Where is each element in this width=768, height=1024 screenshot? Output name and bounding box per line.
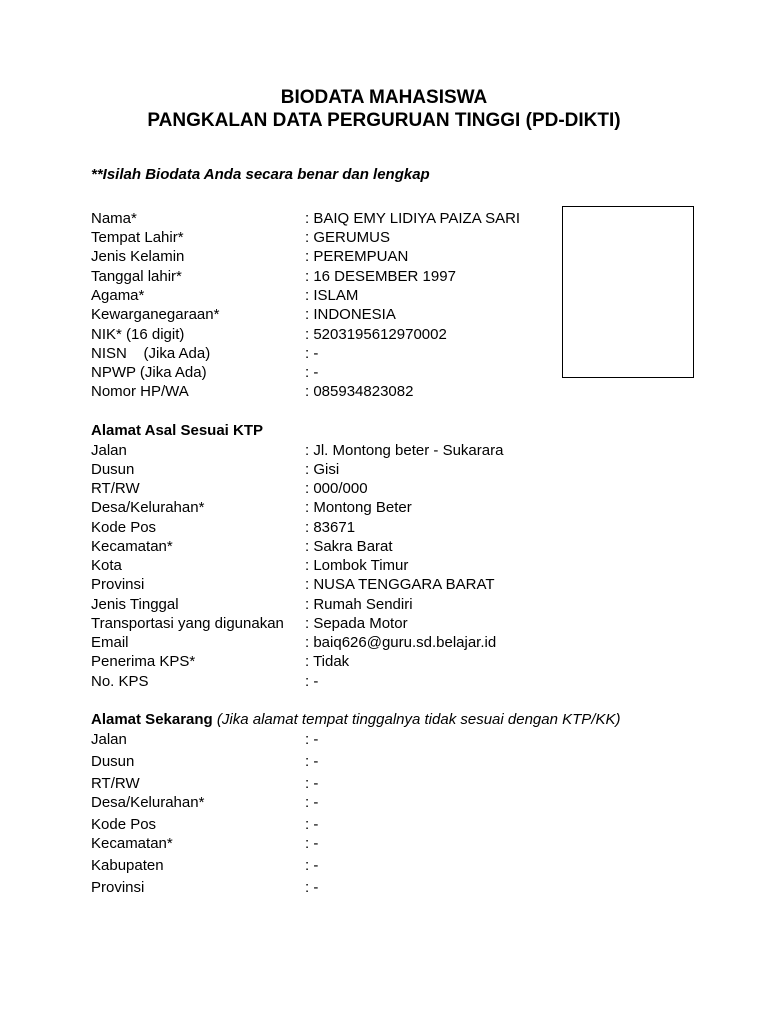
field-label: Dusun	[91, 461, 135, 478]
field-row-penerima-kps	[91, 652, 691, 671]
field-row-nisn	[91, 344, 691, 363]
field-value: : 83671	[305, 519, 356, 536]
field-row-dusun	[91, 752, 691, 771]
field-label: Kabupaten	[91, 857, 164, 874]
field-row-kecamatan	[91, 537, 691, 556]
field-label: Jalan	[91, 731, 127, 748]
field-value: : NUSA TENGGARA BARAT	[305, 576, 495, 593]
section-heading-note: (Jika alamat tempat tinggalnya tidak sesuai dengan KTP/KK)	[212, 711, 621, 728]
field-value: : -	[305, 364, 319, 381]
field-row-jenis-tinggal	[91, 595, 691, 614]
field-label: Tanggal lahir*	[91, 268, 182, 285]
section-heading-current	[91, 710, 620, 729]
field-row-tanggal-lahir	[91, 267, 691, 286]
field-row-nama	[91, 209, 691, 228]
document-subtitle: PANGKALAN DATA PERGURUAN TINGGI (PD-DIKTI)	[147, 110, 621, 131]
field-value: : baiq626@guru.sd.belajar.id	[305, 634, 497, 651]
field-row-provinsi	[91, 575, 691, 594]
field-row-rt-rw	[91, 479, 691, 498]
field-value: : Sepada Motor	[305, 615, 408, 632]
field-value: : -	[305, 775, 319, 792]
field-value: : Gisi	[305, 461, 340, 478]
field-value: : -	[305, 816, 319, 833]
field-row-kecamatan	[91, 834, 691, 853]
field-label: Kode Pos	[91, 816, 157, 833]
section-heading-text: Alamat Asal Sesuai KTP	[91, 422, 264, 439]
field-row-nomor-hp	[91, 382, 691, 401]
field-label: Tempat Lahir*	[91, 229, 184, 246]
field-row-kode-pos	[91, 815, 691, 834]
field-value: : Sakra Barat	[305, 538, 393, 555]
field-label: RT/RW	[91, 775, 140, 792]
field-row-agama	[91, 286, 691, 305]
section-heading-text: Alamat Sekarang	[91, 711, 213, 728]
field-value: : 085934823082	[305, 383, 414, 400]
field-label: No. KPS	[91, 673, 149, 690]
field-value: : -	[305, 345, 319, 362]
field-row-provinsi	[91, 878, 691, 897]
field-row-rt-rw	[91, 774, 691, 793]
field-value: : Jl. Montong beter - Sukarara	[305, 442, 504, 459]
field-label: Email	[91, 634, 129, 651]
field-label: NISN (Jika Ada)	[91, 345, 211, 362]
field-label: NPWP (Jika Ada)	[91, 364, 207, 381]
field-value: : PEREMPUAN	[305, 248, 409, 265]
field-value: : -	[305, 835, 319, 852]
section-heading-ktp	[91, 421, 263, 440]
field-value: : 000/000	[305, 480, 368, 497]
field-value: : ISLAM	[305, 287, 359, 304]
field-label: Provinsi	[91, 879, 145, 896]
field-row-jalan	[91, 441, 691, 460]
field-value: : -	[305, 731, 319, 748]
field-value: : Montong Beter	[305, 499, 412, 516]
field-label: Kecamatan*	[91, 835, 173, 852]
field-label: Kode Pos	[91, 519, 157, 536]
field-row-desa	[91, 498, 691, 517]
field-row-kabupaten	[91, 856, 691, 875]
field-label: RT/RW	[91, 480, 140, 497]
field-row-kode-pos	[91, 518, 691, 537]
field-label: Jenis Kelamin	[91, 248, 185, 265]
field-value: : -	[305, 879, 319, 896]
field-value: : Lombok Timur	[305, 557, 409, 574]
field-label: Nomor HP/WA	[91, 383, 189, 400]
field-label: Kewarganegaraan*	[91, 306, 220, 323]
field-row-dusun	[91, 460, 691, 479]
field-label: Transportasi yang digunakan	[91, 615, 284, 632]
field-row-jenis-kelamin	[91, 247, 691, 266]
field-label: Dusun	[91, 753, 135, 770]
field-row-kewarganegaraan	[91, 305, 691, 324]
field-value: : -	[305, 673, 319, 690]
field-row-tempat-lahir	[91, 228, 691, 247]
field-row-transportasi	[91, 614, 691, 633]
field-row-email	[91, 633, 691, 652]
field-value: : -	[305, 794, 319, 811]
field-label: Provinsi	[91, 576, 145, 593]
field-label: Nama*	[91, 210, 137, 227]
field-row-kota	[91, 556, 691, 575]
field-value: : -	[305, 753, 319, 770]
field-label: Penerima KPS*	[91, 653, 196, 670]
field-label: Jenis Tinggal	[91, 596, 179, 613]
field-label: Jalan	[91, 442, 127, 459]
field-label: Kota	[91, 557, 122, 574]
document-title: BIODATA MAHASISWA	[280, 87, 488, 108]
field-row-desa	[91, 793, 691, 812]
field-label: Kecamatan*	[91, 538, 173, 555]
instruction-note: **Isilah Biodata Anda secara benar dan lengkap	[91, 166, 430, 183]
field-row-jalan	[91, 730, 691, 749]
field-value: : INDONESIA	[305, 306, 396, 323]
field-label: Desa/Kelurahan*	[91, 794, 205, 811]
field-value: : 16 DESEMBER 1997	[305, 268, 456, 285]
field-value: : Rumah Sendiri	[305, 596, 413, 613]
field-label: Desa/Kelurahan*	[91, 499, 205, 516]
field-row-nik	[91, 325, 691, 344]
field-label: NIK* (16 digit)	[91, 326, 185, 343]
field-value: : Tidak	[305, 653, 350, 670]
field-value: : -	[305, 857, 319, 874]
field-row-npwp	[91, 363, 691, 382]
field-value: : BAIQ EMY LIDIYA PAIZA SARI	[305, 210, 521, 227]
field-label: Agama*	[91, 287, 145, 304]
field-value: : GERUMUS	[305, 229, 391, 246]
field-row-no-kps	[91, 672, 691, 691]
field-value: : 5203195612970002	[305, 326, 447, 343]
